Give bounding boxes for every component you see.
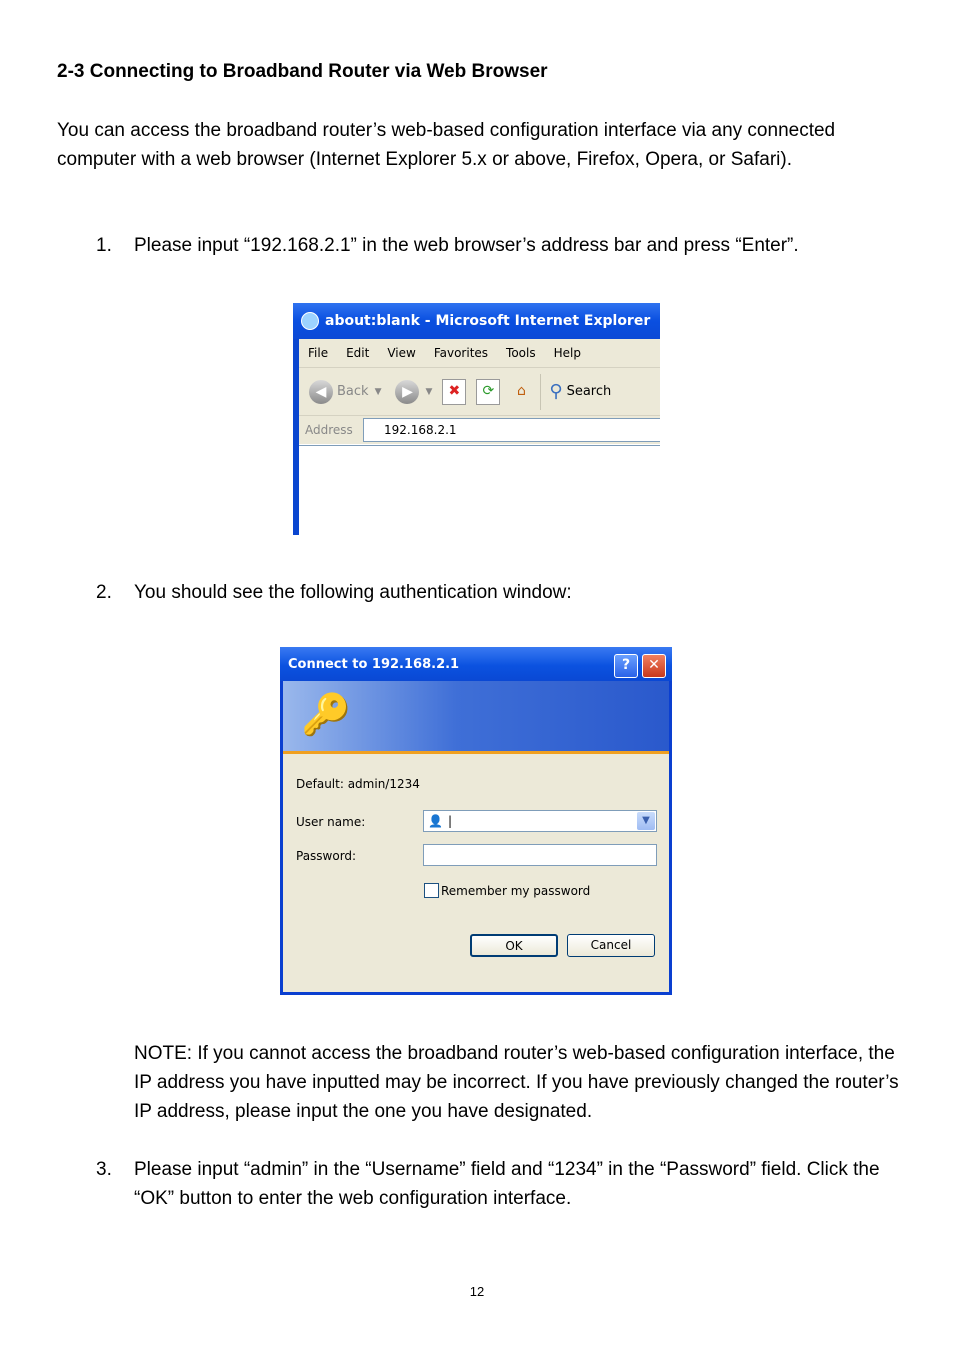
cancel-button[interactable]: Cancel: [567, 934, 655, 957]
username-input[interactable]: [423, 810, 657, 832]
help-button[interactable]: ?: [614, 654, 638, 678]
menu-help[interactable]: Help: [553, 346, 581, 360]
dialog-body: [283, 681, 669, 992]
step-text: Please input “admin” in the “Username” field and “1234” in the “Password” field. Click the “OK” button to enter the web configuration interface.: [134, 1159, 880, 1209]
browser-title: about:blank - Microsoft Internet Explorer: [325, 313, 651, 329]
menu-tools[interactable]: Tools: [506, 346, 536, 360]
auth-dialog: [280, 647, 672, 995]
password-label: Password:: [296, 849, 357, 863]
dialog-title: Connect to 192.168.2.1: [288, 656, 460, 672]
user-icon: 👤: [428, 814, 443, 828]
menu-edit[interactable]: Edit: [346, 346, 370, 360]
toolbar-divider: [540, 374, 541, 410]
stop-icon[interactable]: ✖: [442, 379, 466, 405]
address-bar: [299, 416, 660, 444]
step-number: 3.: [96, 1159, 112, 1180]
default-credentials-text: Default: admin/1234: [296, 777, 420, 791]
refresh-icon[interactable]: ⟳: [476, 379, 500, 405]
ie-logo-icon: [301, 312, 319, 330]
chevron-down-icon[interactable]: ▼: [637, 812, 655, 830]
browser-toolbar: [299, 368, 660, 416]
search-button-label[interactable]: Search: [566, 384, 612, 399]
step-number: 1.: [96, 235, 112, 256]
note-paragraph: NOTE: If you cannot access the broadband router’s web-based configuration interface, the IP address you have inputted may be incorrect. If you have previously changed the router’s IP address, please input the one you have designated.: [134, 1043, 899, 1122]
ok-button[interactable]: OK: [470, 934, 558, 957]
forward-dropdown-icon[interactable]: ▼: [425, 386, 433, 397]
keys-icon: 🔑: [301, 692, 351, 738]
address-label: Address: [305, 423, 353, 437]
password-input[interactable]: [423, 844, 657, 866]
username-label: User name:: [296, 815, 366, 829]
address-input[interactable]: 192.168.2.1: [363, 418, 660, 442]
browser-window: [293, 303, 660, 535]
page-number: 12: [469, 1284, 485, 1299]
menu-view[interactable]: View: [387, 346, 416, 360]
step-text: You should see the following authentication window:: [134, 582, 572, 603]
close-button[interactable]: ✕: [642, 654, 666, 678]
menu-file[interactable]: File: [308, 346, 329, 360]
forward-arrow-icon[interactable]: ▶: [395, 380, 419, 404]
dialog-banner: [283, 681, 669, 754]
remember-checkbox[interactable]: [424, 883, 439, 898]
step-text: Please input “192.168.2.1” in the web browser’s address bar and press “Enter”.: [134, 235, 799, 256]
back-arrow-icon[interactable]: ◀: [309, 380, 333, 404]
section-heading: 2-3 Connecting to Broadband Router via Web Browser: [57, 61, 548, 82]
remember-label: Remember my password: [441, 884, 591, 898]
step-number: 2.: [96, 582, 112, 603]
back-dropdown-icon[interactable]: ▼: [374, 386, 382, 397]
browser-menu-bar: [299, 339, 660, 368]
text-cursor: |: [448, 814, 453, 828]
intro-paragraph: You can access the broadband router’s web-based configuration interface via any connected computer with a web browser (Internet Explorer 5.x or above, Firefox, Opera, or Safari).: [57, 120, 836, 170]
home-icon[interactable]: ⌂: [516, 382, 526, 399]
browser-content-area: [299, 445, 660, 535]
menu-favorites[interactable]: Favorites: [433, 346, 489, 360]
back-button-label[interactable]: Back: [337, 384, 369, 399]
browser-title-bar: [293, 303, 660, 339]
search-icon[interactable]: ⚲: [549, 381, 563, 402]
